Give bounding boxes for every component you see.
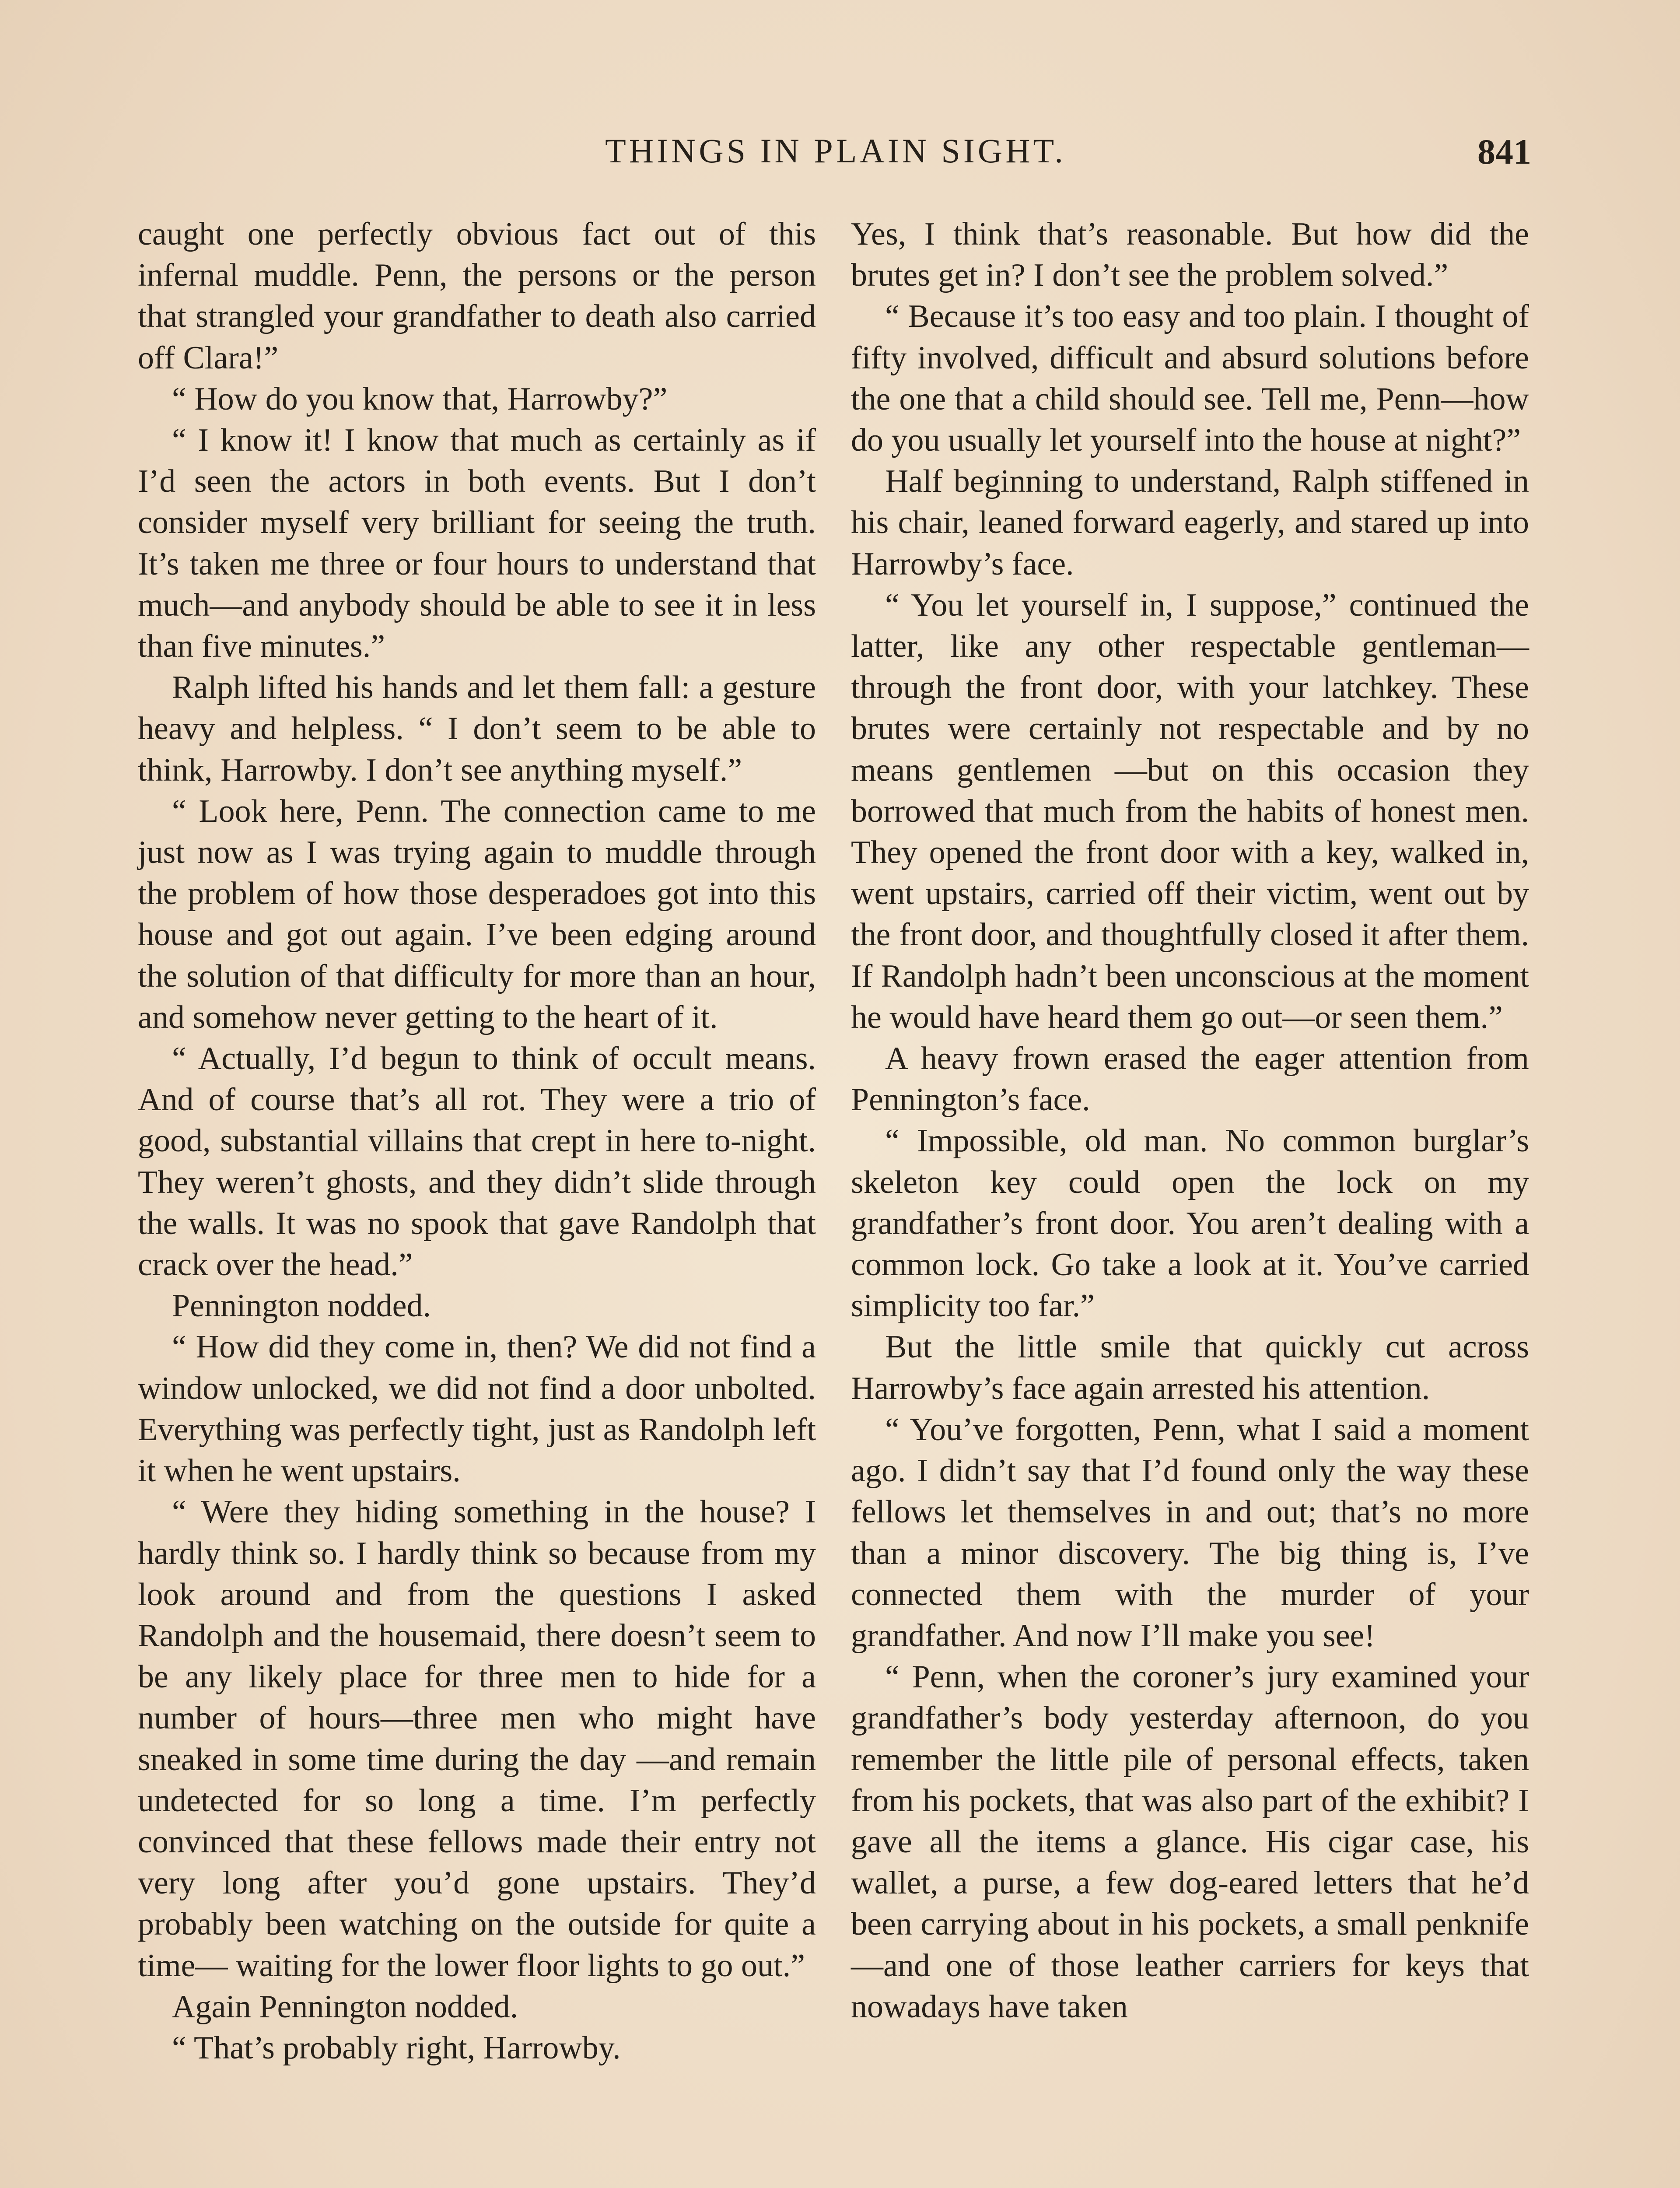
paragraph: “ Were they hiding something in the house? I hardly think so. I hardly think so because from my look around and from the questions I asked Randolph and the housemaid, there doesn’t seem to be any likely place for three men to hide for a number of hours—three men who might have sneaked in some time during the day —and remain undetected for so long a time. I’m perfectly convinced that these fellows made their entry not very long after you’d gone upstairs. They’d probably been watching on the outside for quite a time— waiting for the lower floor lights to go out.”	[138, 1494, 816, 1984]
paragraph: Yes, I think that’s reasonable. But how did the brutes get in? I don’t see the problem solved.”	[851, 216, 1529, 294]
paragraph: “ Impossible, old man. No common burglar’s skeleton key could open the lock on my grandfather’s front door. You aren’t dealing with a common lock. Go take a look at it. You’ve carried simplicity too far.”	[851, 1123, 1529, 1324]
left-column	[138, 214, 816, 2069]
page-header	[140, 131, 1531, 193]
paragraph: “ Look here, Penn. The connection came to me just now as I was trying again to muddle through the problem of how those desperadoes got into this house and got out again. I’ve been edging around the solution of that difficulty for more than an hour, and somehow never getting to the heart of it.	[138, 793, 816, 1035]
paragraph: Ralph lifted his hands and let them fall: a gesture heavy and helpless. “ I don’t seem to be able to think, Harrowby. I don’t see anything myself.”	[138, 670, 816, 788]
paragraph: “ Actually, I’d begun to think of occult means. And of course that’s all rot. They were a trio of good, substantial villains that crept in here to-night. They weren’t ghosts, and they didn’t slide through the walls. It was no spook that gave Randolph that crack over the head.”	[138, 1041, 816, 1283]
paragraph: “ How did they come in, then? We did not find a window unlocked, we did not find a door unbolted. Everything was perfectly tight, just as Randolph left it when he went upstairs.	[138, 1329, 816, 1489]
paragraph: caught one perfectly obvious fact out of this infernal muddle. Penn, the persons or the person that strangled your grandfather to death also carried off Clara!”	[138, 216, 816, 376]
right-column	[851, 214, 1529, 2027]
paragraph: But the little smile that quickly cut across Harrowby’s face again arrested his attention.	[851, 1329, 1529, 1406]
paragraph: Again Pennington nodded.	[172, 1988, 518, 2025]
paragraph: Half beginning to understand, Ralph stiffened in his chair, leaned forward eagerly, and stared up into Harrowby’s face.	[851, 463, 1529, 582]
paragraph: Pennington nodded.	[172, 1288, 431, 1324]
paragraph: “ You’ve forgotten, Penn, what I said a moment ago. I didn’t say that I’d found only the way these fellows let themselves in and out; that’s no more than a minor discovery. The big thing is, I’ve connected them with the murder of your grandfather. And now I’ll make you see!	[851, 1411, 1529, 1654]
paragraph: “ I know it! I know that much as certainly as if I’d seen the actors in both events. But I don’t consider myself very brilliant for seeing the truth. It’s taken me three or four hours to understand that much—and anybody should be able to see it in less than five minutes.”	[138, 422, 816, 665]
paragraph: “ Because it’s too easy and too plain. I thought of fifty involved, difficult and absurd solutions before the one that a child should see. Tell me, Penn—how do you usually let yourself into the house at night?”	[851, 298, 1529, 459]
paragraph: “ That’s probably right, Harrowby.	[172, 2030, 621, 2066]
paragraph: “ You let yourself in, I suppose,” continued the latter, like any other respectable gentleman—through the front door, with your latchkey. These brutes were certainly not respectable and by no means gentlemen —but on this occasion they borrowed that much from the habits of honest men. They opened the front door with a key, walked in, went upstairs, carried off their victim, went out by the front door, and thoughtfully closed it after them. If Randolph hadn’t been unconscious at the moment he would have heard them go out—or seen them.”	[851, 587, 1529, 1035]
page-number: 841	[1477, 132, 1531, 172]
paragraph: “ How do you know that, Harrowby?”	[172, 381, 668, 417]
paragraph: “ Penn, when the coroner’s jury examined your grandfather’s body yesterday afternoon, do you remember the little pile of personal effects, taken from his pockets, that was also part of the exhibit? I gave all the items a glance. His cigar case, his wallet, a purse, a few dog-eared letters that he’d been carrying about in his pockets, a small penknife—and one of those leather carriers for keys that nowadays have taken	[851, 1659, 1529, 2025]
running-title: THINGS IN PLAIN SIGHT.	[605, 132, 1066, 170]
paragraph: A heavy frown erased the eager attention from Pennington’s face.	[851, 1041, 1529, 1118]
